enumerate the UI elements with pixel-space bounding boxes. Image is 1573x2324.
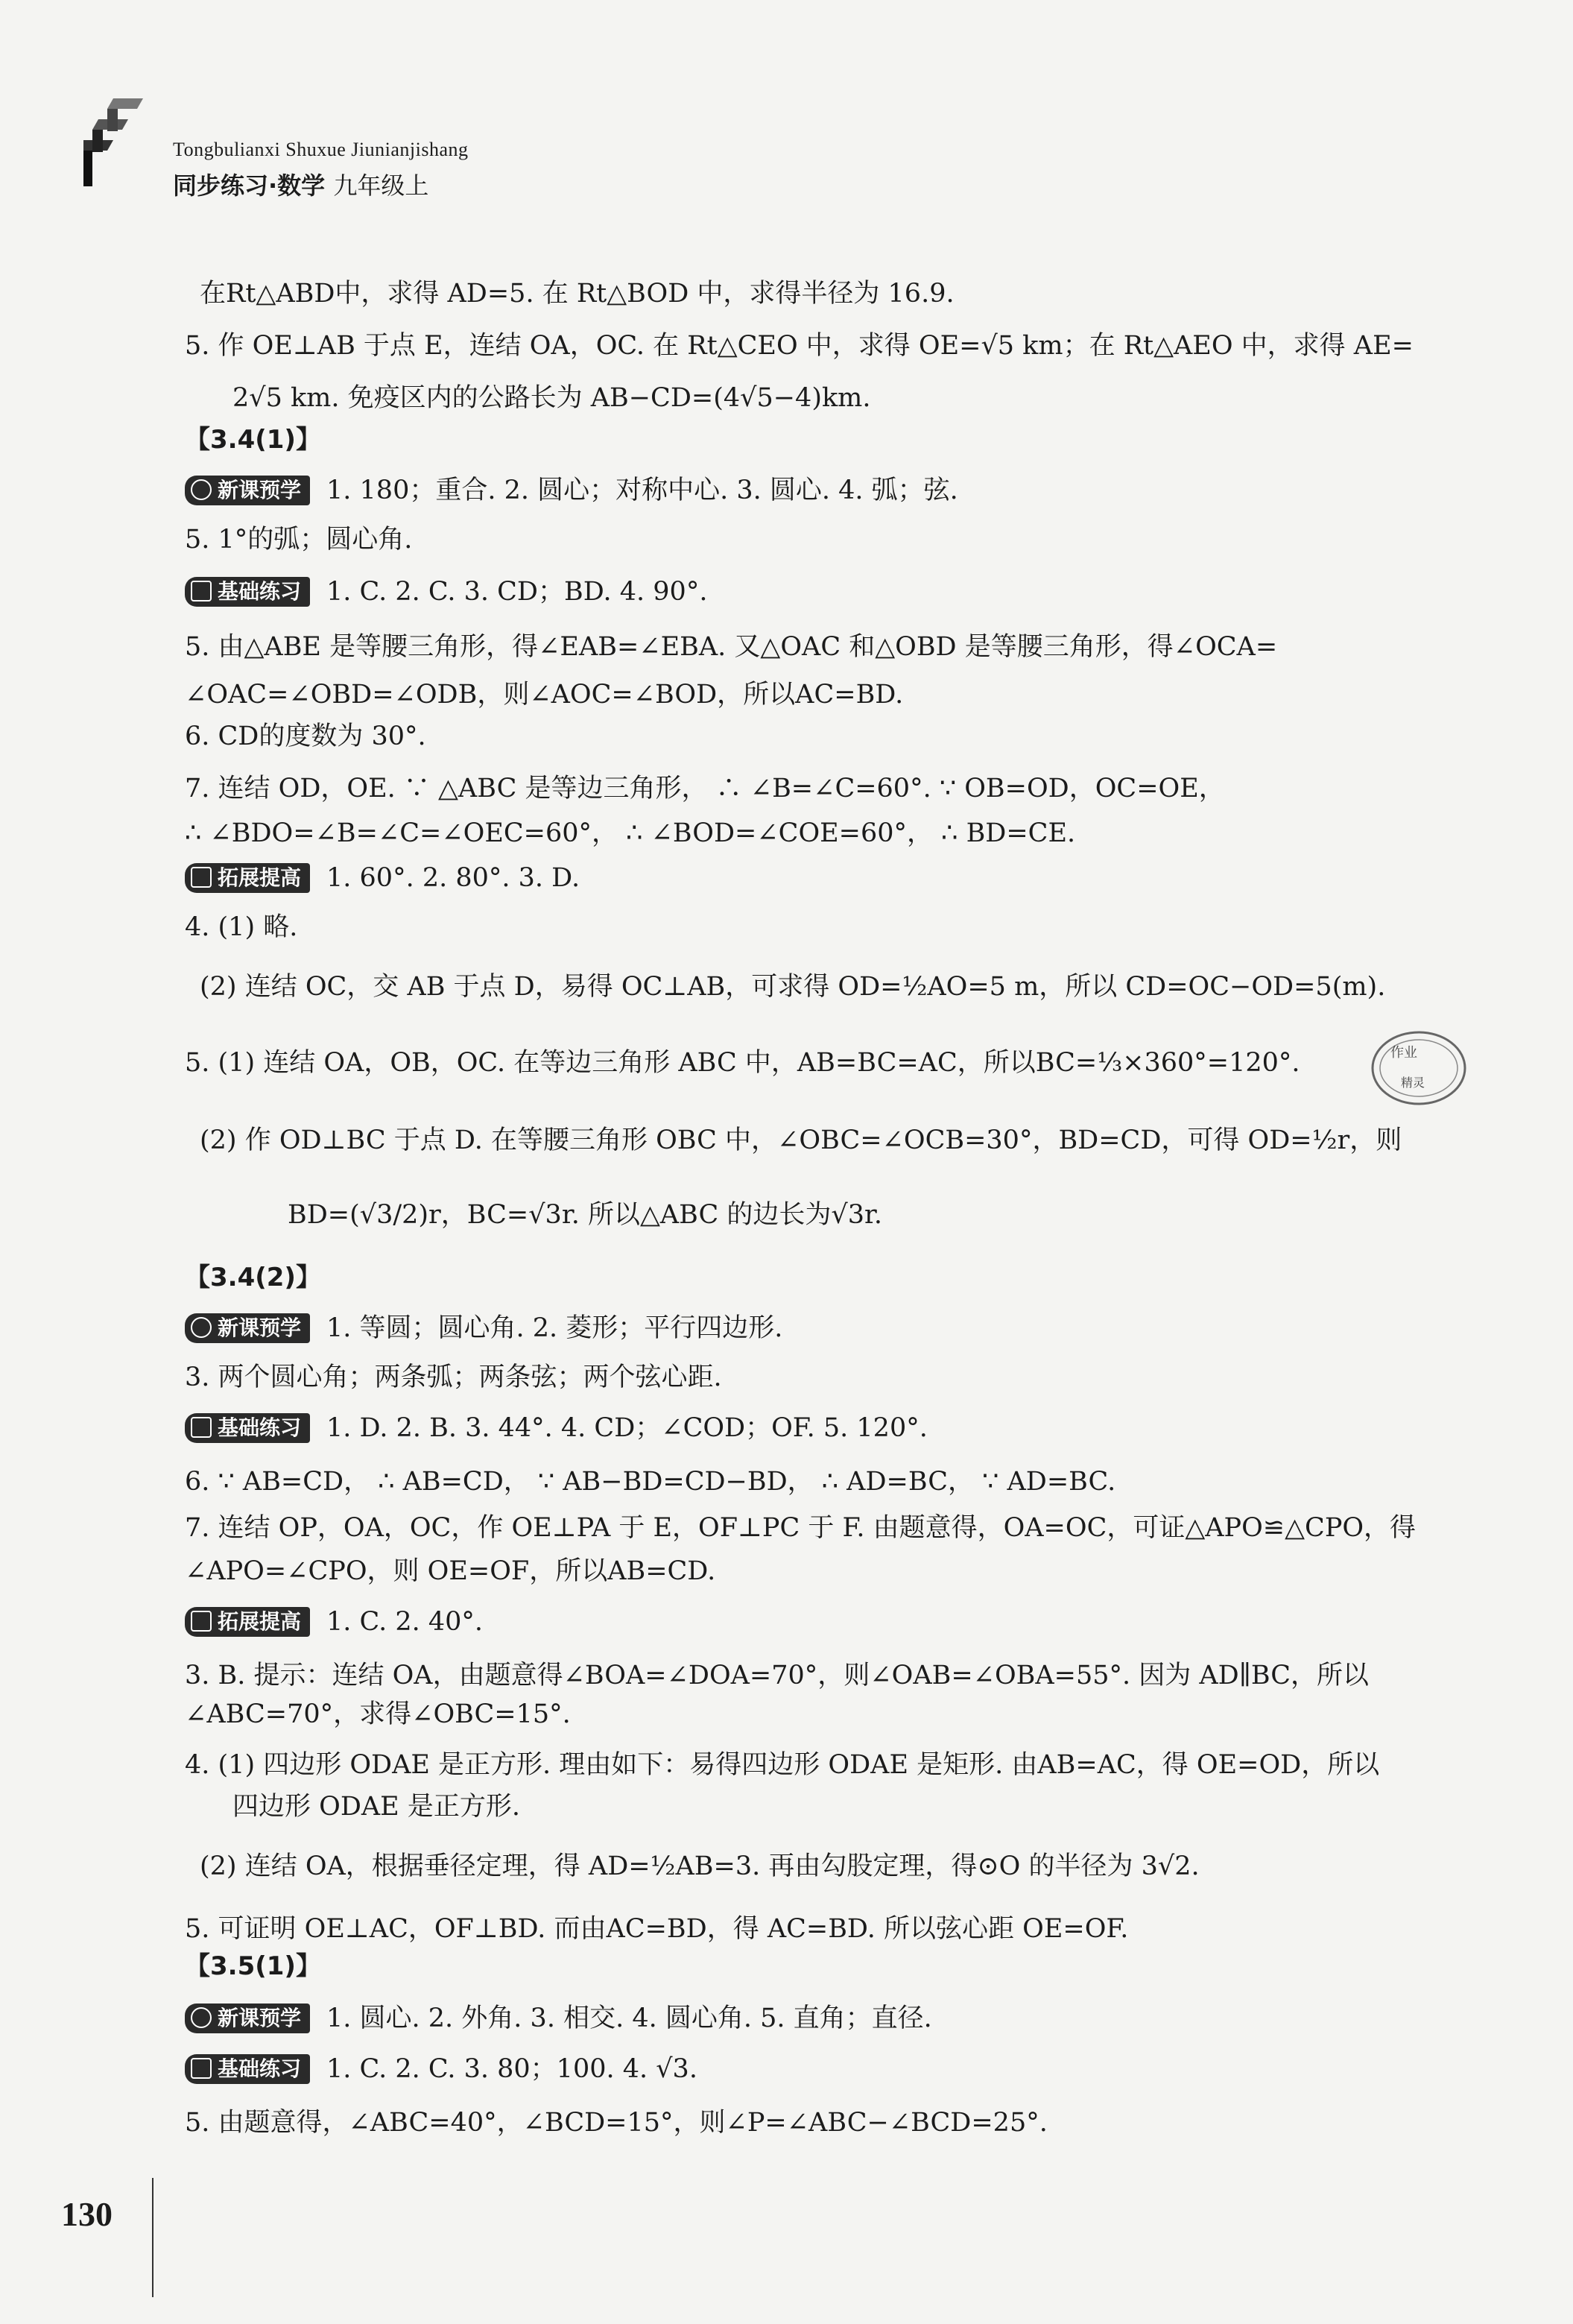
text-line: BD=(√3/2)r，BC=√3r. 所以△ABC 的边长为√3r. <box>288 1200 883 1230</box>
book-icon <box>191 581 212 601</box>
badge-preview: 新课预学 <box>185 476 310 505</box>
text-line: 7. 连结 OP，OA，OC，作 OE⊥PA 于 E，OF⊥PC 于 F. 由题意得，OA=OC，可证△APO≌△CPO，得 <box>185 1513 1417 1543</box>
text-line: 7. 连结 OD，OE. ∵ △ABC 是等边三角形， ∴ ∠B=∠C=60°. ∵ OB=OD，OC=OE， <box>185 774 1225 803</box>
clock-icon <box>191 479 212 500</box>
text-line: 拓展提高 1. C. 2. 40°. <box>185 1605 483 1638</box>
badge-basic: 基础练习 <box>185 577 310 607</box>
text-line: 3. 两个圆心角；两条弧；两条弦；两个弦心距. <box>185 1362 722 1392</box>
badge-preview: 新课预学 <box>185 1313 310 1343</box>
badge-basic: 基础练习 <box>185 1413 310 1443</box>
text-line: 5. 由△ABE 是等腰三角形，得∠EAB=∠EBA. 又△OAC 和△OBD 是等腰三角形，得∠OCA= <box>185 632 1278 662</box>
text-line: 基础练习 1. D. 2. B. 3. 44°. 4. CD；∠COD；OF. 5. 120°. <box>185 1412 928 1444</box>
badge-extend: 拓展提高 <box>185 863 310 893</box>
text-line: 新课预学 1. 180；重合. 2. 圆心；对称中心. 3. 圆心. 4. 弧；弦. <box>185 474 958 507</box>
text-line: 基础练习 1. C. 2. C. 3. CD；BD. 4. 90°. <box>185 575 707 608</box>
section-heading: 【3.4(2)】 <box>185 1263 321 1292</box>
text-line: 在Rt△ABD中，求得 AD=5. 在 Rt△BOD 中，求得半径为 16.9. <box>200 279 955 309</box>
text-line: ∠APO=∠CPO，则 OE=OF，所以AB=CD. <box>185 1556 716 1586</box>
text-line: 6. ∵ AB=CD， ∴ AB=CD， ∵ AB−BD=CD−BD， ∴ AD=BC， ∵ AD=BC. <box>185 1467 1116 1497</box>
text-line: 拓展提高 1. 60°. 2. 80°. 3. D. <box>185 862 580 894</box>
stamp-text-top: 作业 <box>1390 1045 1417 1061</box>
text-line: (2) 连结 OC，交 AB 于点 D，易得 OC⊥AB，可求得 OD=½AO=5 m，所以 CD=OC−OD=5(m). <box>200 972 1386 1002</box>
text-line: 6. CD的度数为 30°. <box>185 721 426 751</box>
text-line: 5. 由题意得，∠ABC=40°，∠BCD=15°，则∠P=∠ABC−∠BCD=25°. <box>185 2108 1048 2138</box>
text-line: 新课预学 1. 圆心. 2. 外角. 3. 相交. 4. 圆心角. 5. 直角；直径. <box>185 2002 932 2035</box>
text-line: 基础练习 1. C. 2. C. 3. 80；100. 4. √3. <box>185 2053 697 2085</box>
text-line: 3. B. 提示：连结 OA，由题意得∠BOA=∠DOA=70°，则∠OAB=∠OBA=55°. 因为 AD∥BC，所以 <box>185 1661 1370 1690</box>
header-pinyin: Tongbulianxi Shuxue Jiunianjishang <box>173 139 469 160</box>
text-line: (2) 作 OD⊥BC 于点 D. 在等腰三角形 OBC 中，∠OBC=∠OCB=30°，BD=CD，可得 OD=½r，则 <box>200 1125 1402 1155</box>
book-icon <box>191 1611 212 1632</box>
text-line: ∠OAC=∠OBD=∠ODB，则∠AOC=∠BOD，所以AC=BD. <box>185 680 904 710</box>
text-line: 2√5 km. 免疫区内的公路长为 AB−CD=(4√5−4)km. <box>232 383 871 413</box>
text-line: ∴ ∠BDO=∠B=∠C=∠OEC=60°， ∴ ∠BOD=∠COE=60°， ∴ BD=CE. <box>185 818 1076 848</box>
clock-icon <box>191 2007 212 2028</box>
text-line: 5. 可证明 OE⊥AC，OF⊥BD. 而由AC=BD，得 AC=BD. 所以弦心距 OE=OF. <box>185 1914 1129 1944</box>
text-line: 4. (1) 四边形 ODAE 是正方形. 理由如下：易得四边形 ODAE 是矩形. 由AB=AC，得 OE=OD，所以 <box>185 1750 1380 1780</box>
page-number: 130 <box>61 2195 113 2233</box>
section-heading: 【3.4(1)】 <box>185 425 321 455</box>
stamp-text-bottom: 精灵 <box>1401 1076 1425 1090</box>
text-line: 5. 作 OE⊥AB 于点 E，连结 OA，OC. 在 Rt△CEO 中，求得 OE=√5 km；在 Rt△AEO 中，求得 AE= <box>185 331 1414 361</box>
badge-preview: 新课预学 <box>185 2003 310 2033</box>
text-line: 新课预学 1. 等圆；圆心角. 2. 菱形；平行四边形. <box>185 1312 782 1345</box>
text-line: 4. (1) 略. <box>185 912 298 942</box>
badge-extend: 拓展提高 <box>185 1607 310 1637</box>
text-line: 5. 1°的弧；圆心角. <box>185 525 413 555</box>
badge-basic: 基础练习 <box>185 2054 310 2084</box>
clock-icon <box>191 1317 212 1338</box>
book-icon <box>191 867 212 888</box>
footer-divider <box>152 2178 153 2297</box>
section-heading: 【3.5(1)】 <box>185 1951 321 1981</box>
text-line: ∠ABC=70°，求得∠OBC=15°. <box>185 1699 571 1729</box>
stamp-seal-icon <box>1368 1027 1469 1109</box>
header-title <box>173 167 428 201</box>
text-line: 5. (1) 连结 OA，OB，OC. 在等边三角形 ABC 中，AB=BC=AC，所以BC=⅓×360°=120°. <box>185 1048 1300 1078</box>
book-icon <box>191 1417 212 1438</box>
book-title: 同步练习·数学 <box>173 171 326 200</box>
text-line: 四边形 ODAE 是正方形. <box>232 1792 520 1822</box>
book-icon <box>191 2058 212 2079</box>
text-line: (2) 连结 OA，根据垂径定理，得 AD=½AB=3. 再由勾股定理，得⊙O 的半径为 3√2. <box>200 1851 1200 1881</box>
grade-label: 九年级上 <box>333 171 429 200</box>
